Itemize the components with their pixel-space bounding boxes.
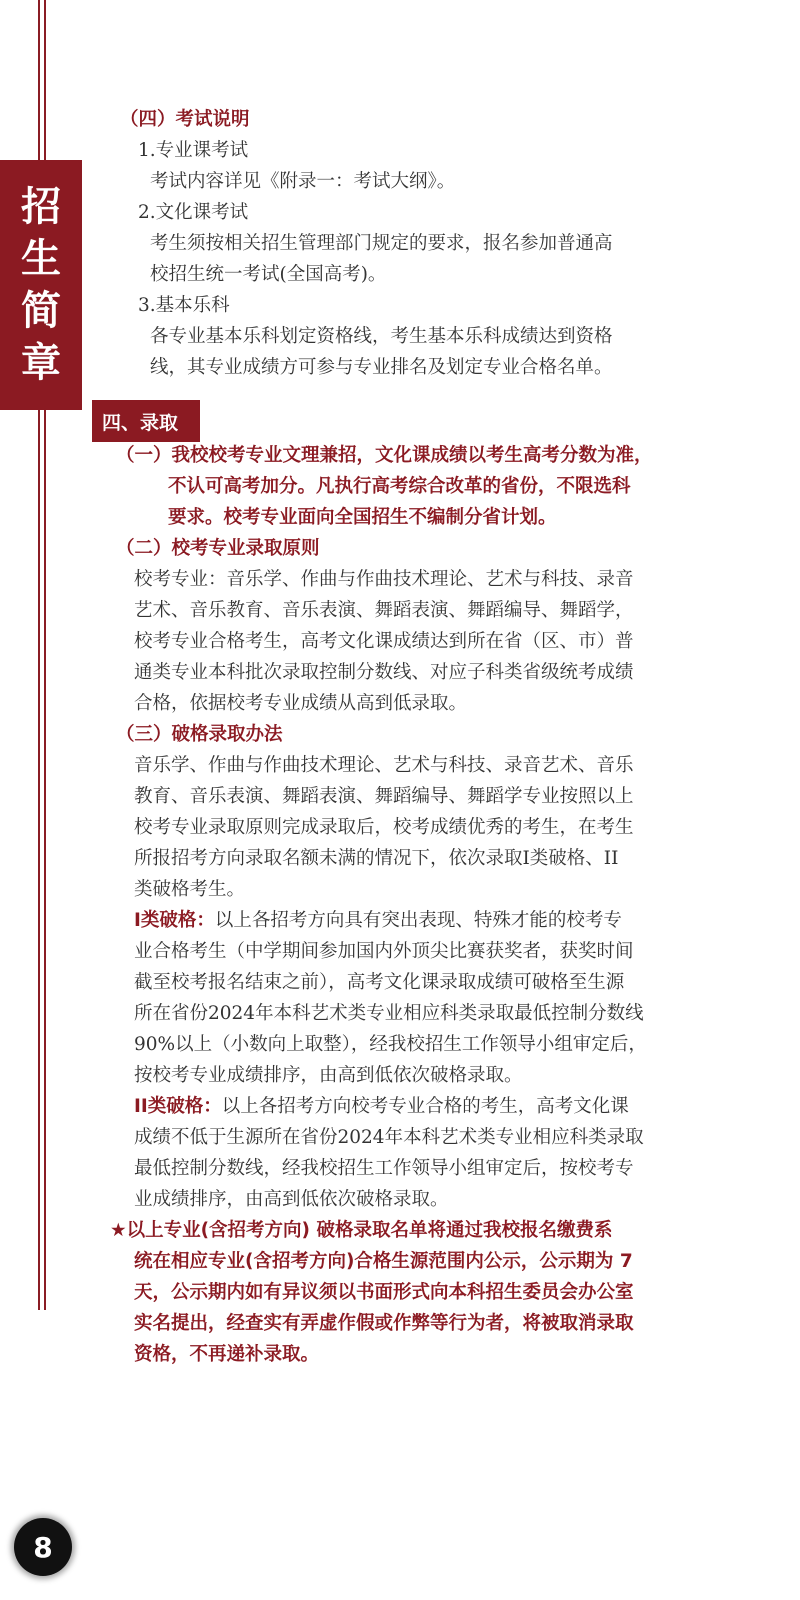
exam-item-body: 考试内容详见《附录一：考试大纲》。 xyxy=(150,171,456,192)
part3-heading: （三）破格录取办法 xyxy=(116,724,283,745)
part2-line: 校考专业合格考生，高考文化课成绩达到所在省（区、市）普 xyxy=(134,631,634,652)
notice-line: 实名提出，经查实有弄虚作假或作弊等行为者，将被取消录取 xyxy=(134,1313,634,1334)
class1-line: 以上各招考方向具有突出表现、特殊才能的校考专 xyxy=(214,910,622,931)
part1-line: 我校校考专业文理兼招，文化课成绩以考生高考分数为准， xyxy=(171,445,653,466)
admission-part1 xyxy=(116,440,756,471)
part3-line: 类破格考生。 xyxy=(134,879,246,900)
exam-item-body: 校招生统一考试(全国高考)。 xyxy=(150,264,387,285)
side-tab-char: 生 xyxy=(21,236,61,282)
class1-line: 按校考专业成绩排序，由高到低依次破格录取。 xyxy=(134,1065,523,1086)
left-rule-1 xyxy=(38,0,40,160)
part2-line: 艺术、音乐教育、音乐表演、舞蹈表演、舞蹈编导、舞蹈学， xyxy=(134,600,634,621)
exam-heading: （四）考试说明 xyxy=(120,109,250,130)
exam-item-body: 考生须按相关招生管理部门规定的要求，报名参加普通高 xyxy=(150,233,613,254)
part1-line: 不认可高考加分。凡执行高考综合改革的省份，不限选科 xyxy=(168,476,631,497)
star-icon: ★ xyxy=(110,1220,127,1241)
admission-section-bar: 四、录取 xyxy=(92,400,200,442)
part1-line: 要求。校考专业面向全国招生不编制分省计划。 xyxy=(168,507,557,528)
class2-line: 最低控制分数线，经我校招生工作领导小组审定后，按校考专 xyxy=(134,1158,634,1179)
side-tab-char: 章 xyxy=(21,340,61,386)
part3-line: 音乐学、作曲与作曲技术理论、艺术与科技、录音艺术、音乐 xyxy=(134,755,634,776)
class1-line: 截至校考报名结束之前），高考文化课录取成绩可破格至生源 xyxy=(134,972,625,993)
class1-line: 90%以上（小数向上取整），经我校招生工作领导小组审定后， xyxy=(134,1034,647,1055)
exam-item-title: 1.专业课考试 xyxy=(138,140,249,161)
part3-line: 校考专业录取原则完成录取后，校考成绩优秀的考生，在考生 xyxy=(134,817,634,838)
left-rule-2 xyxy=(44,0,46,160)
part3-line: 教育、音乐表演、舞蹈表演、舞蹈编导、舞蹈学专业按照以上 xyxy=(134,786,634,807)
class2-line: 以上各招考方向校考专业合格的考生，高考文化课 xyxy=(221,1096,629,1117)
side-tab-char: 招 xyxy=(21,184,61,230)
part2-line: 通类专业本科批次录取控制分数线、对应子科类省级统考成绩 xyxy=(134,662,634,683)
class1-line: 所在省份2024年本科艺术类专业相应科类录取最低控制分数线 xyxy=(134,1003,644,1024)
class2-line: 业成绩排序，由高到低依次破格录取。 xyxy=(134,1189,449,1210)
notice-line: 统在相应专业(含招考方向)合格生源范围内公示，公示期为 7 xyxy=(134,1251,633,1272)
class2-first-line xyxy=(116,1091,756,1122)
part2-line: 合格，依据校考专业成绩从高到低录取。 xyxy=(134,693,468,714)
admission-section xyxy=(110,440,756,1370)
part1-prefix: （一） xyxy=(116,445,172,466)
class1-label: I类破格： xyxy=(134,910,215,931)
exam-section xyxy=(120,104,720,383)
class1-line: 业合格考生（中学期间参加国内外顶尖比赛获奖者，获奖时间 xyxy=(134,941,634,962)
class2-label: II类破格： xyxy=(134,1096,222,1117)
notice-line: 天，公示期内如有异议须以书面形式向本科招生委员会办公室 xyxy=(134,1282,634,1303)
exam-item-title: 2.文化课考试 xyxy=(138,202,249,223)
notice-line: 以上专业(含招考方向) 破格录取名单将通过我校报名缴费系 xyxy=(126,1220,613,1241)
notice-first-line xyxy=(110,1215,756,1246)
class1-first-line xyxy=(116,905,756,936)
page-number-badge: 8 xyxy=(14,1518,72,1576)
part3-line: 所报招考方向录取名额未满的情况下，依次录取I类破格、II xyxy=(134,848,619,869)
part2-line: 校考专业：音乐学、作曲与作曲技术理论、艺术与科技、录音 xyxy=(134,569,634,590)
class2-line: 成绩不低于生源所在省份2024年本科艺术类专业相应科类录取 xyxy=(134,1127,644,1148)
notice-line: 资格，不再递补录取。 xyxy=(134,1344,320,1365)
part2-heading: （二）校考专业录取原则 xyxy=(116,538,320,559)
left-rule-3 xyxy=(38,410,40,1310)
exam-item-body: 各专业基本乐科划定资格线，考生基本乐科成绩达到资格 xyxy=(150,326,613,347)
exam-item-title: 3.基本乐科 xyxy=(138,295,230,316)
left-rule-4 xyxy=(44,410,46,1310)
brochure-side-tab xyxy=(0,160,82,410)
exam-item-body: 线，其专业成绩方可参与专业排名及划定专业合格名单。 xyxy=(150,357,613,378)
side-tab-char: 简 xyxy=(21,288,61,334)
